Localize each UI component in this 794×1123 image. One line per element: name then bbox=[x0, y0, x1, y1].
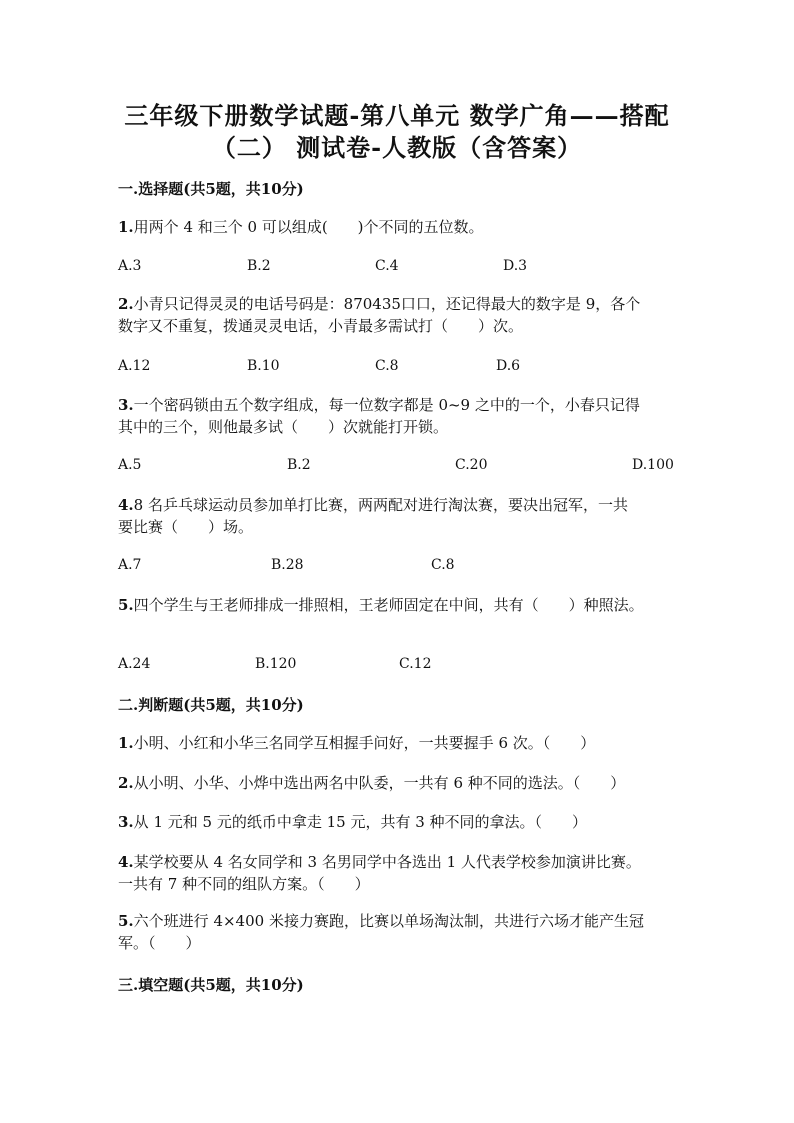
question-text: 四个学生与王老师排成一排照相，王老师固定在中间，共有（ ）种照法。 bbox=[133, 596, 644, 614]
question-number: 2. bbox=[118, 774, 134, 792]
section-heading-choice: 一.选择题(共5题，共10分) bbox=[118, 180, 304, 198]
choice-question-5 bbox=[118, 594, 644, 616]
question-number: 4. bbox=[118, 496, 134, 514]
question-text: 小明、小红和小华三名同学互相握手问好，一共要握手 6 次。（ ） bbox=[133, 734, 596, 752]
option-b: B.10 bbox=[247, 358, 280, 374]
question-text-line-2: 其中的三个，则他最多试（ ）次就能打开锁。 bbox=[118, 418, 449, 436]
question-number: 5. bbox=[118, 596, 134, 614]
question-text-line-2: 军。（ ） bbox=[118, 934, 201, 952]
option-c: C.12 bbox=[399, 656, 432, 672]
choice-question-4 bbox=[118, 494, 628, 538]
option-d: D.100 bbox=[632, 457, 674, 473]
question-number: 4. bbox=[118, 853, 134, 871]
question-number: 1. bbox=[118, 218, 134, 236]
question-text-line-1: 8 名乒乓球运动员参加单打比赛，两两配对进行淘汰赛，要决出冠军，一共 bbox=[133, 496, 628, 514]
option-d: D.3 bbox=[503, 258, 528, 274]
page-title-line-2: （二） 测试卷-人教版（含答案） bbox=[211, 133, 583, 162]
option-c: C.8 bbox=[375, 358, 399, 374]
option-a: A.12 bbox=[118, 358, 151, 374]
question-text-line-2: 要比赛（ ）场。 bbox=[118, 518, 254, 536]
question-text: 从小明、小华、小烨中选出两名中队委，一共有 6 种不同的选法。（ ） bbox=[133, 774, 626, 792]
option-b: B.2 bbox=[287, 457, 311, 473]
option-a: A.5 bbox=[118, 457, 142, 473]
option-a: A.3 bbox=[118, 258, 142, 274]
question-text-line-1: 六个班进行 4×400 米接力赛跑，比赛以单场淘汰制，共进行六场才能产生冠 bbox=[133, 912, 644, 930]
question-text-line-1: 小青只记得灵灵的电话号码是：870435口口，还记得最大的数字是 9，各个 bbox=[133, 295, 641, 313]
choice-question-3 bbox=[118, 394, 640, 438]
option-c: C.8 bbox=[431, 557, 455, 573]
question-text-line-1: 某学校要从 4 名女同学和 3 名男同学中各选出 1 人代表学校参加演讲比赛。 bbox=[133, 853, 641, 871]
judgment-question-1 bbox=[118, 732, 595, 754]
option-a: A.24 bbox=[118, 656, 151, 672]
option-b: B.120 bbox=[255, 656, 297, 672]
option-d: D.6 bbox=[496, 358, 521, 374]
judgment-question-5 bbox=[118, 910, 644, 954]
option-c: C.20 bbox=[455, 457, 488, 473]
question-text-line-2: 数字又不重复，拨通灵灵电话，小青最多需试打（ ）次。 bbox=[118, 317, 524, 335]
judgment-question-2 bbox=[118, 772, 625, 794]
option-a: A.7 bbox=[118, 557, 142, 573]
choice-question-2 bbox=[118, 293, 640, 337]
question-text: 用两个 4 和三个 0 可以组成( )个不同的五位数。 bbox=[133, 218, 484, 236]
option-c: C.4 bbox=[375, 258, 399, 274]
judgment-question-4 bbox=[118, 851, 641, 895]
option-b: B.2 bbox=[247, 258, 271, 274]
question-number: 3. bbox=[118, 813, 134, 831]
question-number: 2. bbox=[118, 295, 134, 313]
question-text: 从 1 元和 5 元的纸币中拿走 15 元，共有 3 种不同的拿法。（ ） bbox=[133, 813, 588, 831]
judgment-question-3 bbox=[118, 811, 587, 833]
question-number: 5. bbox=[118, 912, 134, 930]
question-text-line-1: 一个密码锁由五个数字组成，每一位数字都是 0~9 之中的一个，小春只记得 bbox=[133, 396, 640, 414]
option-b: B.28 bbox=[271, 557, 304, 573]
page-title-line-1: 三年级下册数学试题-第八单元 数学广角——搭配 bbox=[124, 101, 670, 130]
choice-question-1 bbox=[118, 216, 484, 238]
section-heading-fill-in: 三.填空题(共5题，共10分) bbox=[118, 976, 304, 994]
question-text-line-2: 一共有 7 种不同的组队方案。（ ） bbox=[118, 875, 370, 893]
question-number: 1. bbox=[118, 734, 134, 752]
section-heading-judgment: 二.判断题(共5题，共10分) bbox=[118, 696, 304, 714]
question-number: 3. bbox=[118, 396, 134, 414]
